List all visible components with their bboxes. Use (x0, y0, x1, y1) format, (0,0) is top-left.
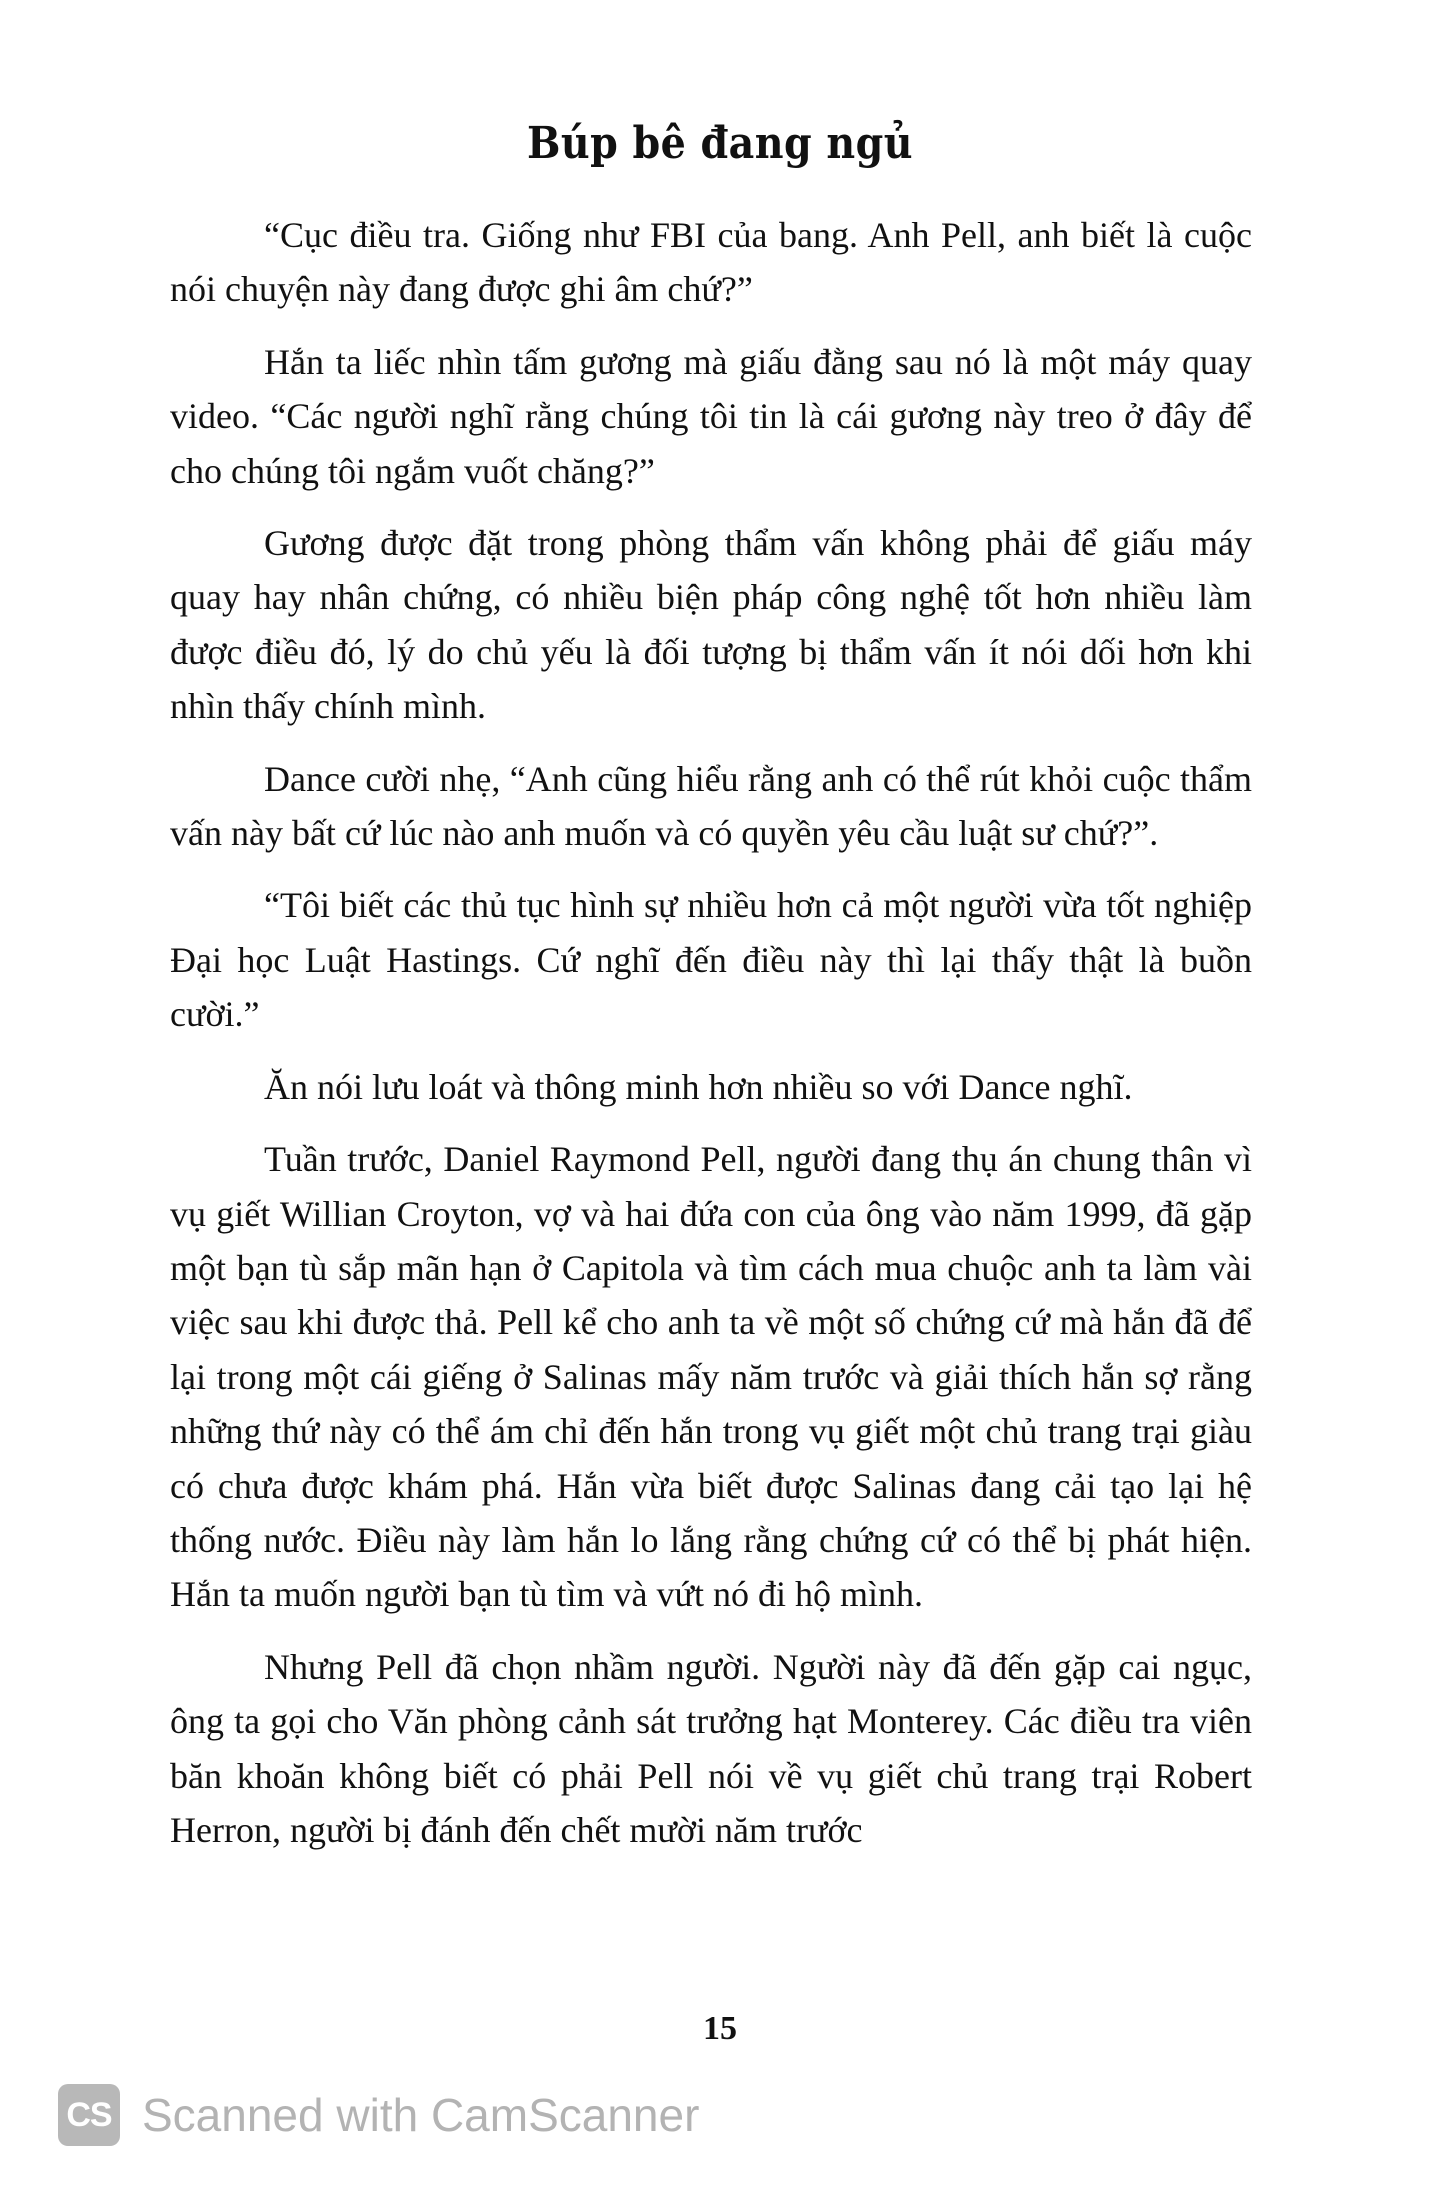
paragraph: Tuần trước, Daniel Raymond Pell, người đang thụ án chung thân vì vụ giết Willian Croyton, vợ và hai đứa con của ông vào năm 1999, đã gặp một bạn tù sắp mãn hạn ở Capitola và tìm cách mua chuộc anh ta làm vài việc sau khi được thả. Pell kể cho anh ta về một số chứng cứ mà hắn đã để lại trong một cái giếng ở Salinas mấy năm trước và giải thích hắn sợ rằng những thứ này có thể ám chỉ đến hắn trong vụ giết một chủ trang trại giàu có chưa được khám phá. Hắn vừa biết được Salinas đang cải tạo lại hệ thống nước. Điều này làm hắn lo lắng rằng chứng cứ có thể bị phát hiện. Hắn ta muốn người bạn tù tìm và vứt nó đi hộ mình. (170, 1139, 1252, 1615)
paragraph: Gương được đặt trong phòng thẩm vấn không phải để giấu máy quay hay nhân chứng, có nhiều biện pháp công nghệ tốt hơn nhiều làm được điều đó, lý do chủ yếu là đối tượng bị thẩm vấn ít nói dối hơn khi nhìn thấy chính mình. (170, 523, 1252, 727)
paragraph: Dance cười nhẹ, “Anh cũng hiểu rằng anh có thể rút khỏi cuộc thẩm vấn này bất cứ lúc nào anh muốn và có quyền yêu cầu luật sư chứ?”. (170, 758, 1252, 854)
body-text (170, 208, 1252, 1875)
paragraph: Hắn ta liếc nhìn tấm gương mà giấu đằng sau nó là một máy quay video. “Các người nghĩ rằng chúng tôi tin là cái gương này treo ở đây để cho chúng tôi ngắm vuốt chăng?” (170, 341, 1252, 491)
paragraph: “Tôi biết các thủ tục hình sự nhiều hơn cả một người vừa tốt nghiệp Đại học Luật Hastings. Cứ nghĩ đến điều này thì lại thấy thật là buồn cười.” (170, 885, 1252, 1035)
page-number: 15 (703, 2010, 737, 2047)
paragraph: Nhưng Pell đã chọn nhầm người. Người này đã đến gặp cai ngục, ông ta gọi cho Văn phòng cảnh sát trưởng hạt Monterey. Các điều tra viên băn khoăn không biết có phải Pell nói về vụ giết chủ trang trại Robert Herron, người bị đánh đến chết mười năm trước (170, 1646, 1252, 1850)
running-header-title: Búp bê đang ngủ (526, 118, 914, 169)
paragraph: Ăn nói lưu loát và thông minh hơn nhiều so với Dance nghĩ. (264, 1066, 1133, 1107)
paragraph: “Cục điều tra. Giống như FBI của bang. Anh Pell, anh biết là cuộc nói chuyện này đang được ghi âm chứ?” (170, 215, 1252, 310)
camscanner-watermark (58, 2080, 699, 2150)
camscanner-logo-icon: CS (58, 2084, 120, 2146)
watermark-text: Scanned with CamScanner (142, 2089, 700, 2141)
